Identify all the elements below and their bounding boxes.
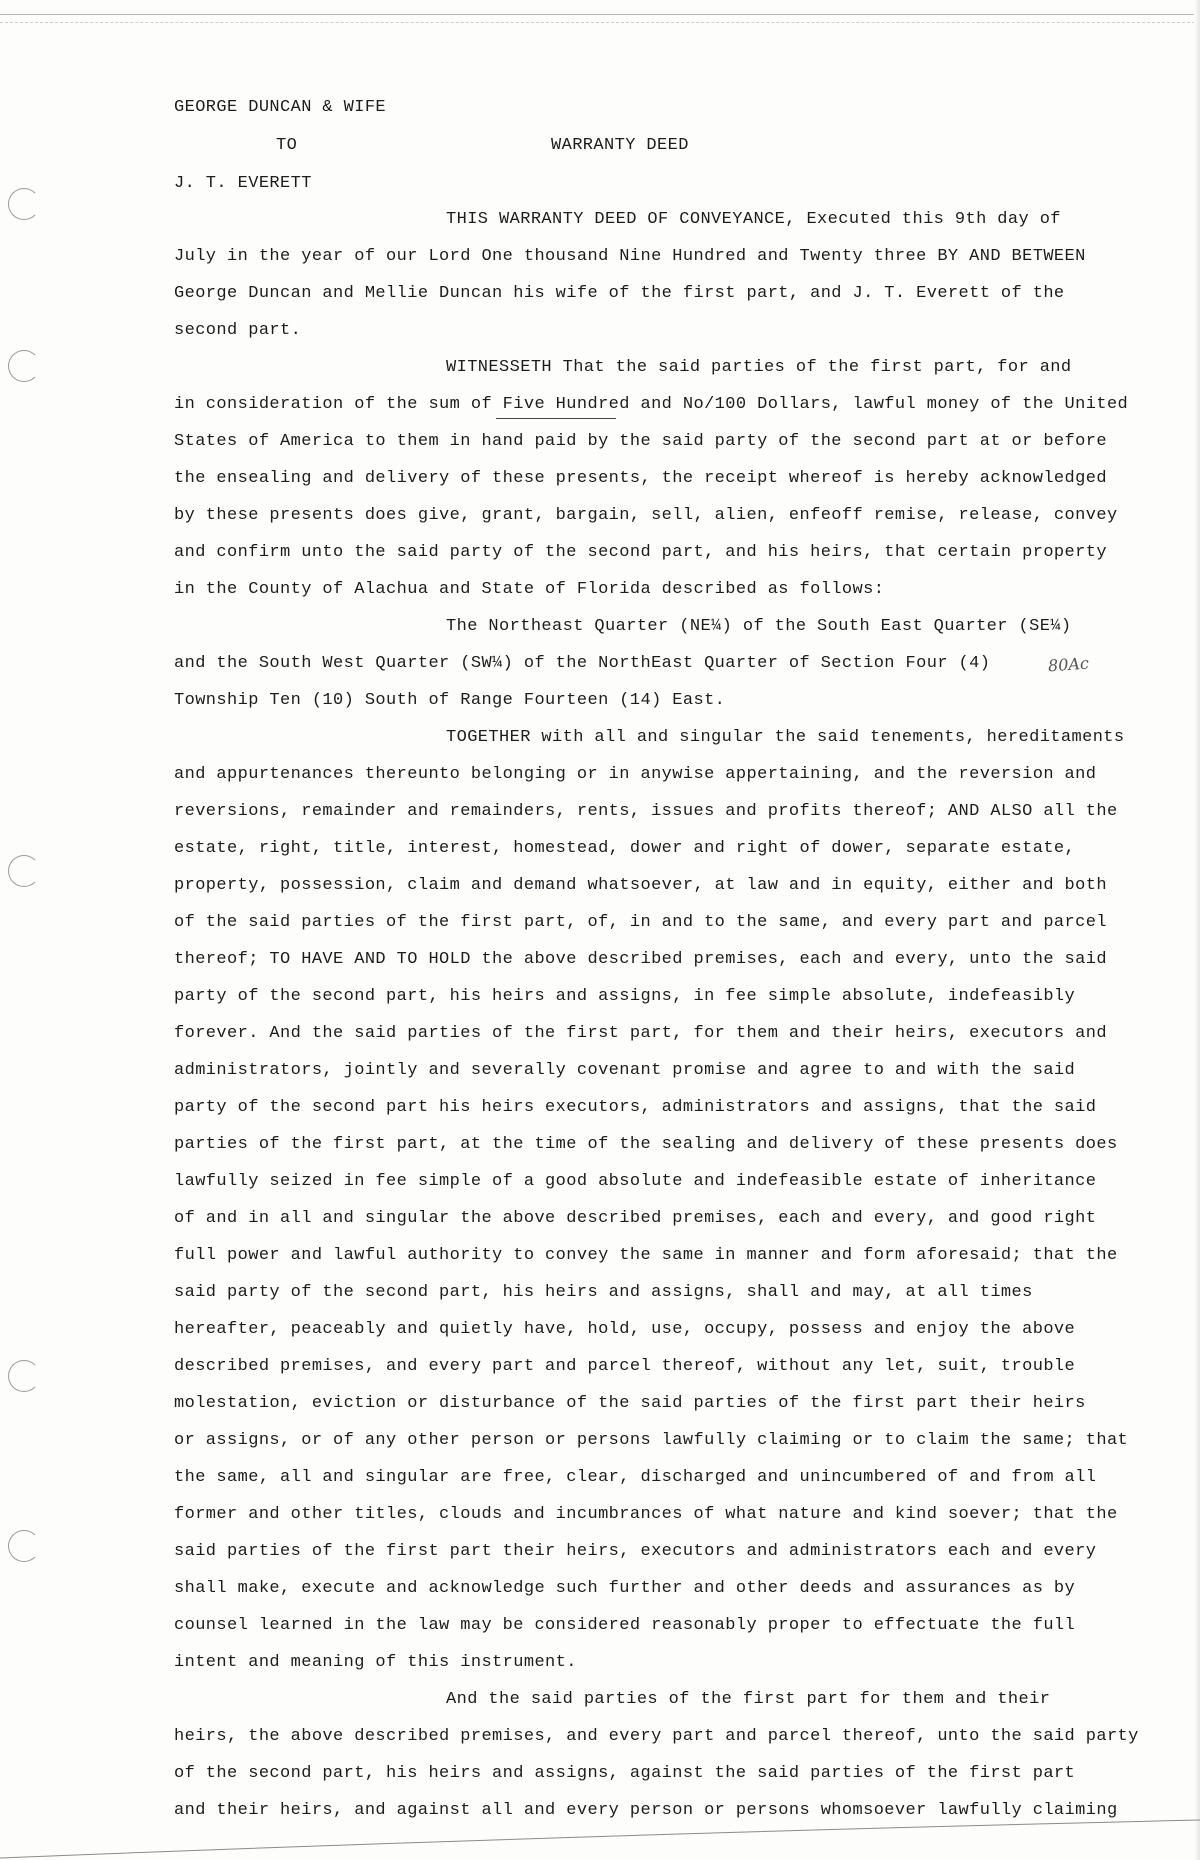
- punch-hole-icon: [8, 855, 40, 887]
- body-line: the same, all and singular are free, clear, discharged and unincumbered of and from all: [174, 1468, 1097, 1487]
- body-line: molestation, eviction or disturbance of the said parties of the first part their heirs: [174, 1394, 1086, 1413]
- body-line: party of the second part, his heirs and assigns, in fee simple absolute, indefeasibly: [174, 987, 1076, 1006]
- punch-hole-icon: [8, 1530, 40, 1562]
- body-line: hereafter, peaceably and quietly have, hold, use, occupy, possess and enjoy the above: [174, 1320, 1076, 1339]
- body-line: heirs, the above described premises, and every part and parcel thereof, unto the said party: [174, 1727, 1139, 1746]
- body-line: of and in all and singular the above described premises, each and every, and good right: [174, 1209, 1097, 1228]
- body-line: reversions, remainder and remainders, rents, issues and profits thereof; AND ALSO all the: [174, 802, 1118, 821]
- body-line: and their heirs, and against all and every person or persons whomsoever lawfully claiming: [174, 1801, 1118, 1820]
- body-line: party of the second part his heirs executors, administrators and assigns, that the said: [174, 1098, 1097, 1117]
- body-line: in the County of Alachua and State of Florida described as follows:: [174, 580, 885, 599]
- body-line: THIS WARRANTY DEED OF CONVEYANCE, Executed this 9th day of: [446, 210, 1061, 229]
- body-line: counsel learned in the law may be considered reasonably proper to effectuate the full: [174, 1616, 1076, 1635]
- body-line: former and other titles, clouds and incumbrances of what nature and kind soever; that the: [174, 1505, 1118, 1524]
- body-line: States of America to them in hand paid by the said party of the second part at or before: [174, 432, 1107, 451]
- body-line: of the second part, his heirs and assigns, against the said parties of the first part: [174, 1764, 1076, 1783]
- body-line: administrators, jointly and severally covenant promise and agree to and with the said: [174, 1061, 1076, 1080]
- top-edge-rule-secondary: [0, 22, 1200, 23]
- body-line: described premises, and every part and parcel thereof, without any let, suit, trouble: [174, 1357, 1076, 1376]
- page-curl-edge: [0, 1800, 1200, 1860]
- to-heading: TO: [276, 136, 298, 155]
- body-line: and appurtenances thereunto belonging or in anywise appertaining, and the reversion and: [174, 765, 1097, 784]
- top-edge-rule: [0, 14, 1200, 15]
- punch-hole-icon: [8, 350, 40, 382]
- body-line: WITNESSETH That the said parties of the first part, for and: [446, 358, 1072, 377]
- body-line: parties of the first part, at the time of the sealing and delivery of these presents does: [174, 1135, 1118, 1154]
- punch-hole-icon: [8, 1360, 40, 1392]
- margin-handwritten-note: 80Ac: [1047, 653, 1090, 676]
- body-line: forever. And the said parties of the first part, for them and their heirs, executors and: [174, 1024, 1107, 1043]
- body-line: of the said parties of the first part, of, in and to the same, and every part and parcel: [174, 913, 1107, 932]
- grantor-heading: GEORGE DUNCAN & WIFE: [174, 98, 387, 117]
- grantee-heading: J. T. EVERETT: [174, 174, 312, 193]
- body-line: said parties of the first part their heirs, executors and administrators each and every: [174, 1542, 1097, 1561]
- body-line: TOGETHER with all and singular the said tenements, hereditaments: [446, 728, 1125, 747]
- legal-description-line: The Northeast Quarter (NE¼) of the South East Quarter (SE¼): [446, 617, 1072, 636]
- amount-underline: [496, 418, 616, 419]
- body-line: and confirm unto the said party of the second part, and his heirs, that certain property: [174, 543, 1107, 562]
- body-line: the ensealing and delivery of these presents, the receipt whereof is hereby acknowledged: [174, 469, 1107, 488]
- body-line: shall make, execute and acknowledge such further and other deeds and assurances as by: [174, 1579, 1076, 1598]
- body-line: second part.: [174, 321, 302, 340]
- legal-description-line: and the South West Quarter (SW¼) of the NorthEast Quarter of Section Four (4): [174, 654, 991, 673]
- document-title: WARRANTY DEED: [551, 136, 689, 155]
- legal-description-line: Township Ten (10) South of Range Fourteen (14) East.: [174, 691, 726, 710]
- body-line: estate, right, title, interest, homestead, dower and right of dower, separate estate,: [174, 839, 1076, 858]
- body-line: full power and lawful authority to convey the same in manner and form aforesaid; that the: [174, 1246, 1118, 1265]
- punch-hole-icon: [8, 188, 40, 220]
- body-line: property, possession, claim and demand whatsoever, at law and in equity, either and both: [174, 876, 1107, 895]
- body-line: in consideration of the sum of Five Hundred and No/100 Dollars, lawful money of the United: [174, 395, 1129, 414]
- body-line: intent and meaning of this instrument.: [174, 1653, 577, 1672]
- body-line: George Duncan and Mellie Duncan his wife of the first part, and J. T. Everett of the: [174, 284, 1065, 303]
- body-line: by these presents does give, grant, bargain, sell, alien, enfeoff remise, release, convey: [174, 506, 1118, 525]
- body-line: lawfully seized in fee simple of a good absolute and indefeasible estate of inheritance: [174, 1172, 1097, 1191]
- body-line: And the said parties of the first part for them and their: [446, 1690, 1051, 1709]
- body-line: thereof; TO HAVE AND TO HOLD the above described premises, each and every, unto the said: [174, 950, 1107, 969]
- body-line: July in the year of our Lord One thousand Nine Hundred and Twenty three BY AND BETWEEN: [174, 247, 1086, 266]
- page-right-edge: [1194, 0, 1200, 1860]
- body-line: or assigns, or of any other person or persons lawfully claiming or to claim the same; that: [174, 1431, 1129, 1450]
- body-line: said party of the second part, his heirs and assigns, shall and may, at all times: [174, 1283, 1033, 1302]
